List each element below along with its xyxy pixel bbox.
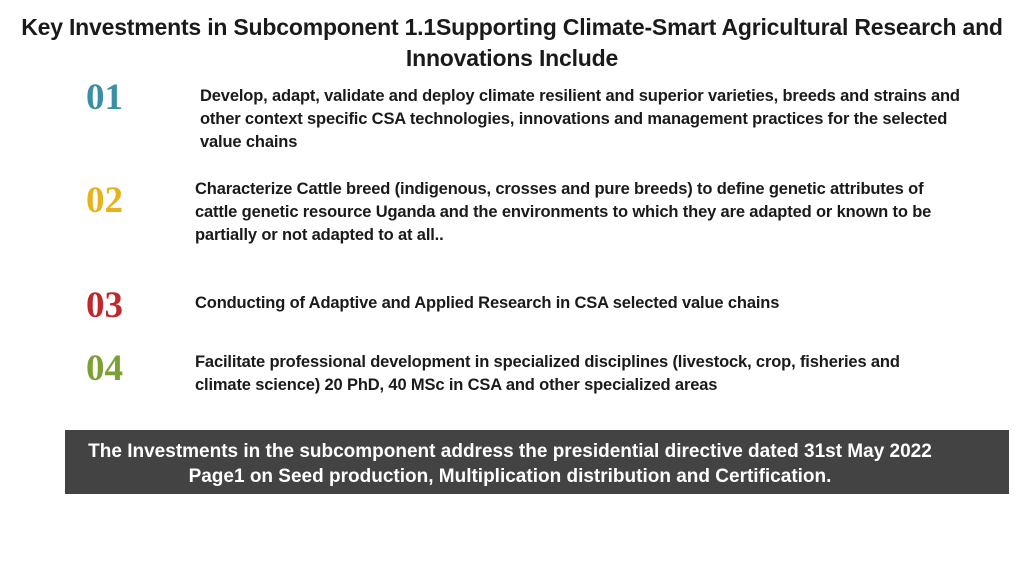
item-number-03: 03 bbox=[86, 285, 123, 326]
directive-banner bbox=[65, 430, 1009, 494]
item-text-02: Characterize Cattle breed (indigenous, crosses and pure breeds) to define genetic attributes of cattle genetic resource Uganda and the environments to which they are adapted or known to be partially or not adapted to at all.. bbox=[195, 180, 932, 244]
item-number-01: 01 bbox=[86, 77, 123, 118]
banner-text: The Investments in the subcomponent address the presidential directive dated 31st May 2022 Page1 on Seed production, Multiplication distribution and Certification. bbox=[88, 441, 932, 487]
item-number-02: 02 bbox=[86, 180, 123, 221]
page-title: Key Investments in Subcomponent 1.1Supporting Climate-Smart Agricultural Research and Innovations Include bbox=[21, 14, 1003, 71]
item-text-03: Conducting of Adaptive and Applied Research in CSA selected value chains bbox=[195, 294, 780, 312]
item-text-01: Develop, adapt, validate and deploy climate resilient and superior varieties, breeds and strains and other context specific CSA technologies, innovations and management practices for the selected value chains bbox=[200, 87, 960, 151]
item-number-04: 04 bbox=[86, 348, 123, 389]
item-text-04: Facilitate professional development in specialized disciplines (livestock, crop, fisheries and climate science) 20 PhD, 40 MSc in CSA and other specialized areas bbox=[195, 353, 900, 394]
